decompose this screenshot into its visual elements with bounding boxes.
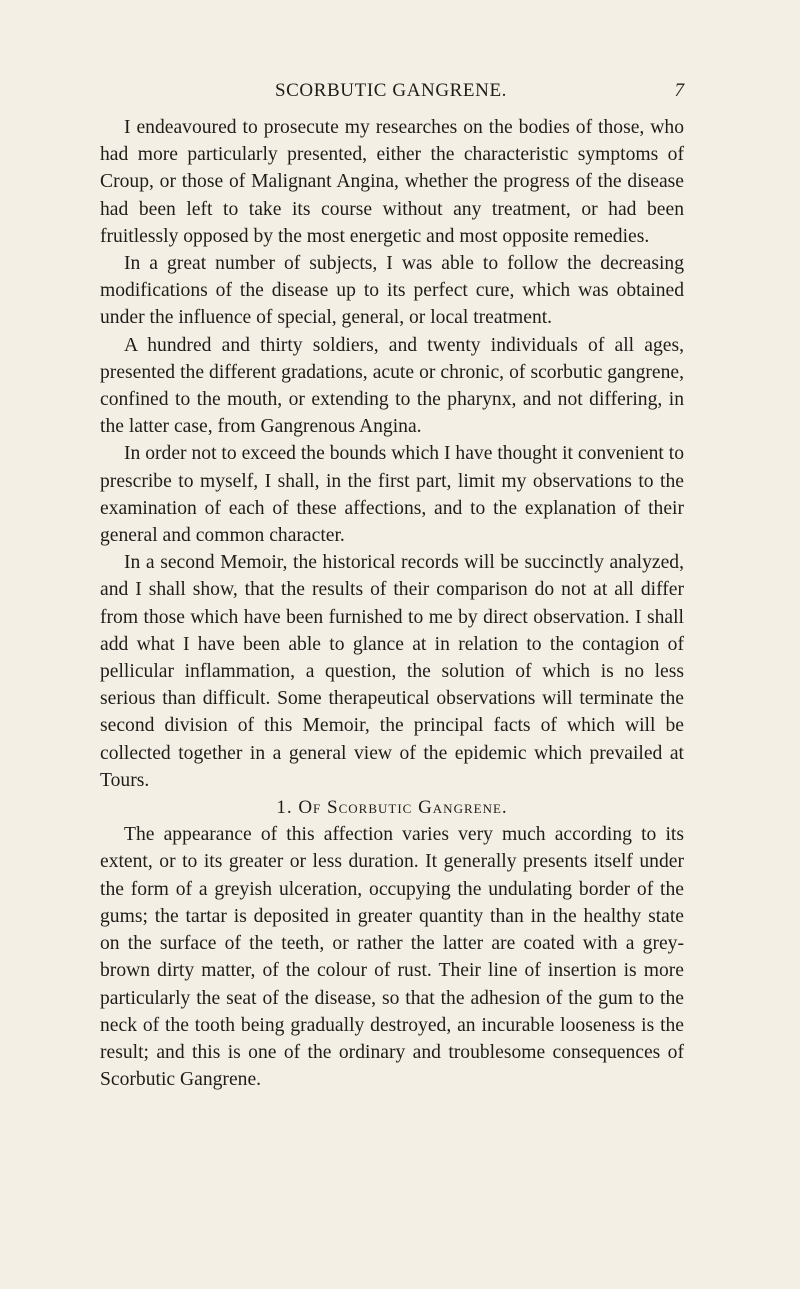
section-heading — [100, 794, 684, 821]
paragraph: The appearance of this affection varies very much according to its extent, or to its greater or less duration. It generally presents itself under the form of a greyish ulceration, occupying the undulating border of the gums; the tartar is deposited in greater quantity than in the healthy state on the surface of the teeth, or rather the latter are coated with a grey-brown dirty matter, of the colour of rust. Their line of insertion is more particularly the seat of the disease, so that the adhesion of the gum to the neck of the tooth being gradually destroyed, an incurable looseness is the result; and this is one of the ordinary and troublesome consequences of Scorbutic Gangrene. — [100, 824, 684, 1091]
paragraph: I endeavoured to prosecute my researches on the bodies of those, who had more particularly presented, either the characteristic symptoms of Croup, or those of Malignant Angina, whether the progress of the disease had been left to take its course without any treatment, or had been fruitlessly opposed by the most energetic and most opposite remedies. — [100, 117, 684, 247]
running-title: SCORBUTIC GANGRENE. — [274, 80, 508, 101]
section-title: Of Scorbutic Gangrene. — [298, 797, 508, 819]
section-number: 1. — [276, 797, 293, 819]
running-head — [98, 80, 684, 110]
paragraph: In order not to exceed the bounds which I have thought it convenient to prescribe to myself, I shall, in the first part, limit my observations to the examination of each of these affections, and to the explanation of their general and common character. — [100, 443, 684, 547]
paragraph: In a second Memoir, the historical records will be succinctly analyzed, and I shall show, that the results of their comparison do not at all differ from those which have been furnished to me by direct observation. I shall add what I have been able to glance at in relation to the contagion of pellicular inflammation, a question, the solution of which is no less serious than difficult. Some therapeutical observations will terminate the second division of this Memoir, the principal facts of which will be collected together in a general view of the epidemic which prevailed at Tours. — [100, 552, 684, 791]
body-text — [100, 114, 684, 1093]
page-number: 7 — [674, 80, 684, 101]
paragraph: A hundred and thirty soldiers, and twenty individuals of all ages, presented the different gradations, acute or chronic, of scorbutic gangrene, confined to the mouth, or extending to the pharynx, and not differing, in the latter case, from Gangrenous Angina. — [100, 334, 684, 438]
paragraph: In a great number of subjects, I was able to follow the decreasing modifications of the disease up to its perfect cure, which was obtained under the influence of special, general, or local treatment. — [100, 253, 684, 329]
